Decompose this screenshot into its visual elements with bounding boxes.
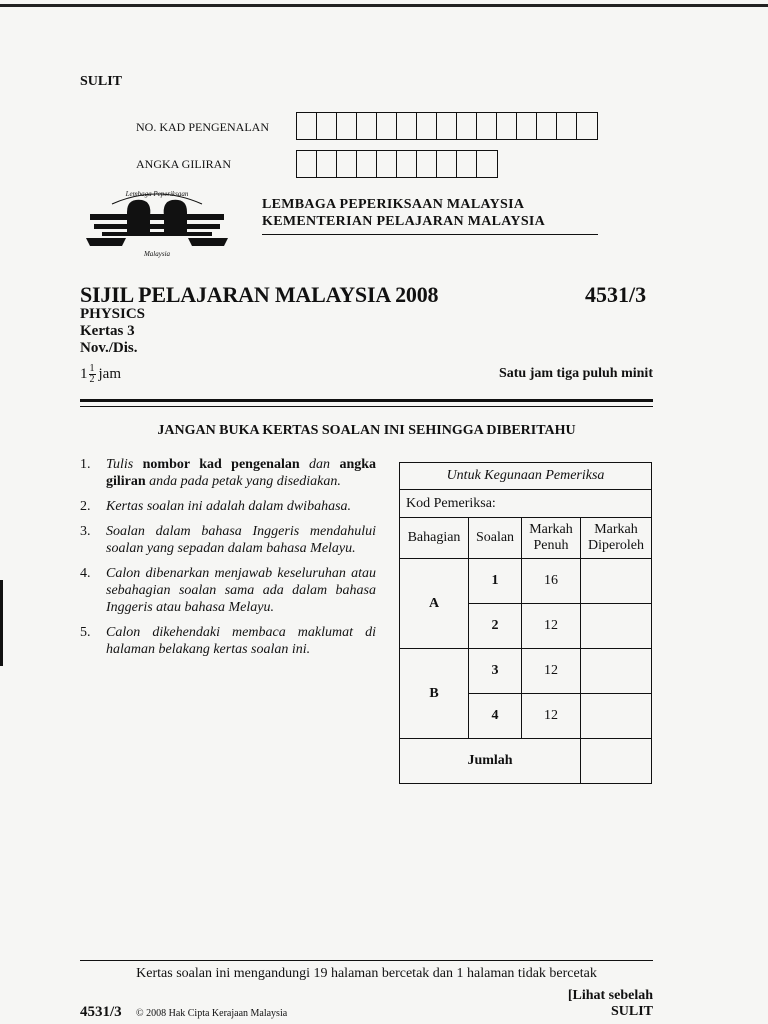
ic-digit-box[interactable] (417, 113, 437, 139)
instruction-text: Calon dibenarkan menjawab keseluruhan atau sebahagian soalan sama ada dalam bahasa Inggeris atau bahasa Melayu. (106, 566, 376, 615)
page-count-note: Kertas soalan ini mengandungi 19 halaman bercetak dan 1 halaman tidak bercetak (136, 966, 597, 981)
logo-bottom-text: Malaysia (143, 250, 171, 258)
index-digit-box[interactable] (457, 151, 477, 177)
col-header-markah-diperoleh (581, 518, 652, 559)
question-3-marks-obtained[interactable] (581, 649, 652, 694)
copyright-notice: © 2008 Hak Cipta Kerajaan Malaysia (136, 1008, 288, 1019)
warning-notice: JANGAN BUKA KERTAS SOALAN INI SEHINGGA DIBERITAHU (157, 423, 576, 438)
instruction-text: Calon dikehendaki membaca maklumat di halaman belakang kertas soalan ini. (106, 625, 376, 657)
markah-diperoleh-line2: Diperoleh (588, 538, 644, 553)
col-header-bahagian: Bahagian (400, 518, 469, 559)
examiner-table (399, 462, 652, 784)
footer-divider (80, 960, 653, 961)
examiner-code-field[interactable]: Kod Pemeriksa: (400, 490, 652, 518)
duration-short (80, 364, 121, 385)
question-2-number: 2 (469, 604, 522, 649)
index-digit-box[interactable] (477, 151, 497, 177)
fraction-numerator: 1 (89, 363, 95, 374)
margin-mark (0, 580, 3, 666)
index-digit-box[interactable] (317, 151, 337, 177)
duration-fraction (89, 364, 96, 385)
index-digit-box[interactable] (377, 151, 397, 177)
instructions-list (80, 456, 376, 666)
paper-code: 4531/3 (585, 282, 647, 307)
question-1-marks-obtained[interactable] (581, 559, 652, 604)
turn-over-note: [Lihat sebelah (567, 988, 653, 1003)
ic-number-boxes[interactable] (296, 112, 598, 140)
index-digit-box[interactable] (437, 151, 457, 177)
duration-whole: 1 (80, 366, 88, 382)
col-header-soalan: Soalan (469, 518, 522, 559)
question-4-full-marks: 12 (522, 694, 581, 739)
ic-number-label: NO. KAD PENGENALAN (136, 120, 269, 134)
thick-divider (80, 399, 653, 402)
question-4-number: 4 (469, 694, 522, 739)
footer-paper-code: 4531/3 (80, 1004, 122, 1020)
ic-digit-box[interactable] (397, 113, 417, 139)
total-label: Jumlah (400, 739, 581, 784)
instruction-text: Kertas soalan ini adalah dalam dwibahasa. (106, 499, 352, 514)
ic-digit-box[interactable] (517, 113, 537, 139)
fraction-denominator: 2 (89, 374, 95, 385)
index-digit-box[interactable] (397, 151, 417, 177)
instruction-number: 2. (80, 499, 91, 514)
classification-label: SULIT (80, 74, 123, 89)
ic-digit-box[interactable] (577, 113, 597, 139)
ic-digit-box[interactable] (317, 113, 337, 139)
ic-digit-box[interactable] (377, 113, 397, 139)
section-a-cell: A (400, 559, 469, 649)
index-number-boxes[interactable] (296, 150, 498, 178)
total-marks-obtained[interactable] (581, 739, 652, 784)
question-3-number: 3 (469, 649, 522, 694)
exam-board-name (262, 196, 545, 230)
duration-unit: jam (98, 366, 121, 382)
ic-digit-box[interactable] (437, 113, 457, 139)
index-digit-box[interactable] (297, 151, 317, 177)
paper-number: Kertas 3 (80, 323, 135, 339)
markah-penuh-line2: Penuh (533, 538, 569, 553)
exam-board-logo (82, 186, 232, 260)
exam-title: SIJIL PELAJARAN MALAYSIA 2008 (80, 282, 439, 307)
question-2-full-marks: 12 (522, 604, 581, 649)
examiner-table-heading: Untuk Kegunaan Pemeriksa (400, 463, 652, 490)
index-number-label: ANGKA GILIRAN (136, 157, 231, 171)
instruction-item (80, 456, 376, 490)
board-underline (262, 234, 598, 235)
question-1-number: 1 (469, 559, 522, 604)
board-line-2: KEMENTERIAN PELAJARAN MALAYSIA (262, 214, 546, 229)
instruction-number: 5. (80, 625, 91, 640)
markah-diperoleh-line1: Markah (594, 522, 638, 537)
question-1-full-marks: 16 (522, 559, 581, 604)
ic-digit-box[interactable] (457, 113, 477, 139)
top-border-line (0, 4, 768, 7)
instruction-number: 3. (80, 524, 91, 539)
ic-digit-box[interactable] (537, 113, 557, 139)
thin-divider (80, 406, 653, 407)
index-digit-box[interactable] (357, 151, 377, 177)
instruction-item (80, 565, 376, 616)
question-3-full-marks: 12 (522, 649, 581, 694)
question-2-marks-obtained[interactable] (581, 604, 652, 649)
footer-classification: SULIT (610, 1004, 653, 1019)
subject-block (80, 306, 145, 357)
index-digit-box[interactable] (417, 151, 437, 177)
index-digit-box[interactable] (337, 151, 357, 177)
ic-digit-box[interactable] (297, 113, 317, 139)
subject-name: PHYSICS (80, 306, 146, 322)
question-4-marks-obtained[interactable] (581, 694, 652, 739)
ic-digit-box[interactable] (477, 113, 497, 139)
instruction-number: 4. (80, 566, 91, 581)
duration-words: Satu jam tiga puluh minit (498, 366, 653, 381)
instruction-text: Soalan dalam bahasa Inggeris mendahului soalan yang sepadan dalam bahasa Melayu. (106, 524, 376, 556)
instruction-number: 1. (80, 457, 91, 472)
ic-digit-box[interactable] (557, 113, 577, 139)
logo-top-text: Lembaga Peperiksaan (125, 190, 189, 198)
instruction-item (80, 624, 376, 658)
col-header-markah-penuh (522, 518, 581, 559)
exam-session: Nov./Dis. (80, 340, 138, 356)
ic-digit-box[interactable] (497, 113, 517, 139)
ic-digit-box[interactable] (337, 113, 357, 139)
ic-digit-box[interactable] (357, 113, 377, 139)
instruction-text: Tulis nombor kad pengenalan dan angka giliran anda pada petak yang disediakan. (106, 457, 377, 489)
section-b-cell: B (400, 649, 469, 739)
instruction-item (80, 523, 376, 557)
instruction-item (80, 498, 376, 515)
board-line-1: LEMBAGA PEPERIKSAAN MALAYSIA (262, 197, 525, 212)
markah-penuh-line1: Markah (529, 522, 573, 537)
